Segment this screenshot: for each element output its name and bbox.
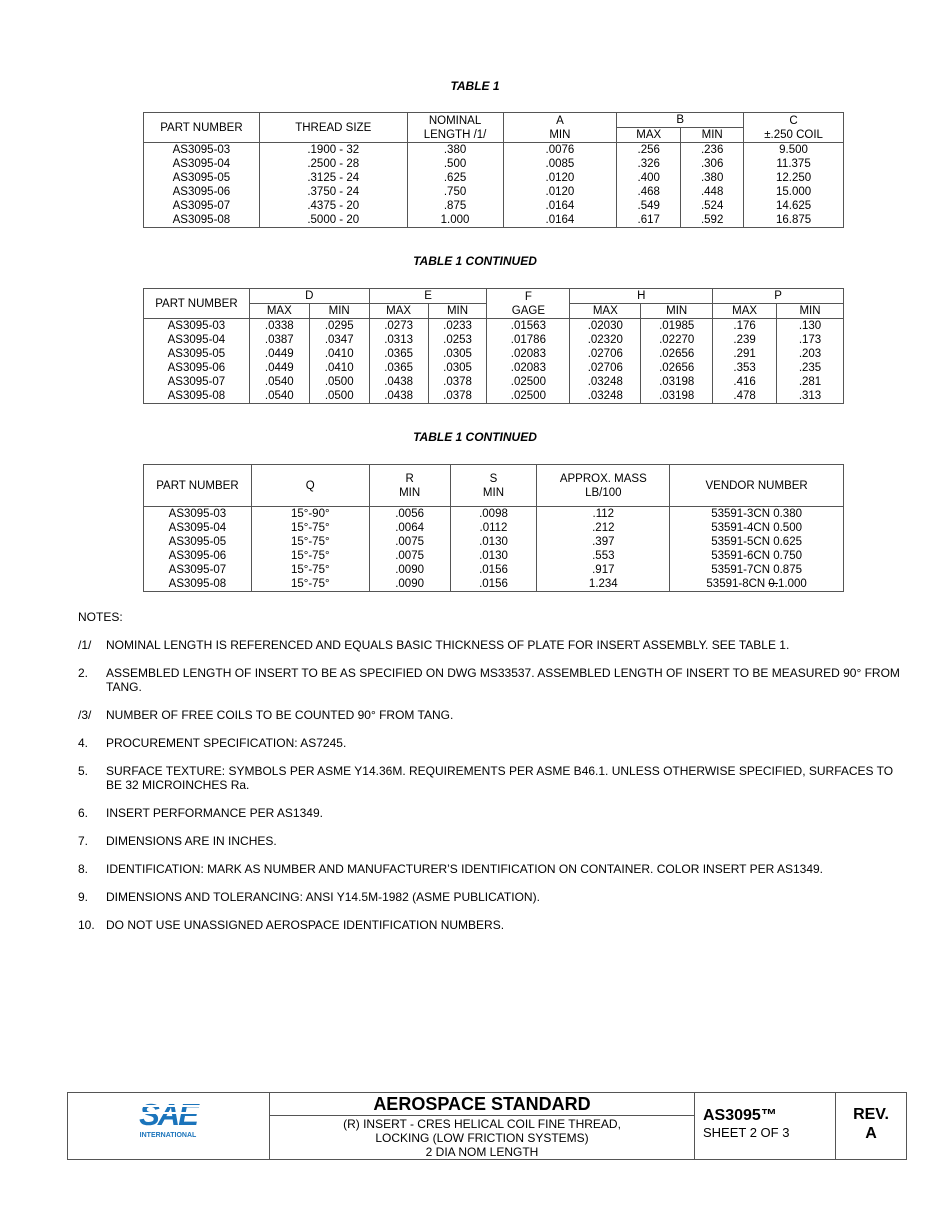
table-cell: 53591-3CN 0.380 bbox=[670, 507, 844, 522]
note-text: DIMENSIONS ARE IN INCHES. bbox=[106, 834, 277, 848]
table-cell: .0500 bbox=[309, 375, 369, 389]
table-cell: AS3095-06 bbox=[144, 185, 260, 199]
table-row bbox=[144, 319, 844, 334]
table-cell: .03198 bbox=[641, 389, 713, 404]
table-cell: .0313 bbox=[369, 333, 428, 347]
table-cell: AS3095-07 bbox=[144, 199, 260, 213]
table-cell: AS3095-08 bbox=[144, 577, 252, 592]
col-p-max: MAX bbox=[713, 304, 777, 319]
table3 bbox=[143, 464, 844, 592]
table-cell: .02083 bbox=[487, 347, 570, 361]
table-cell: 14.625 bbox=[744, 199, 844, 213]
table-cell: .5000 - 20 bbox=[259, 213, 407, 228]
col-h: H bbox=[570, 289, 713, 304]
table-cell: 16.875 bbox=[744, 213, 844, 228]
table-cell: .0130 bbox=[450, 535, 537, 549]
table-cell: .01786 bbox=[487, 333, 570, 347]
table-cell: AS3095-03 bbox=[144, 507, 252, 522]
col-d-min: MIN bbox=[309, 304, 369, 319]
logo-subtext: INTERNATIONAL bbox=[139, 1132, 197, 1139]
col-part-number: PART NUMBER bbox=[144, 465, 252, 507]
table-cell: .0338 bbox=[249, 319, 309, 334]
table-cell: .02656 bbox=[641, 347, 713, 361]
table-cell: 15.000 bbox=[744, 185, 844, 199]
note-text: IDENTIFICATION: MARK AS NUMBER AND MANUFACTURER’S IDENTIFICATION ON CONTAINER. COLOR INSERT PER AS1349. bbox=[106, 862, 823, 876]
table-cell: AS3095-08 bbox=[144, 389, 250, 404]
table-row bbox=[144, 199, 844, 213]
table-row bbox=[144, 143, 844, 158]
vendor-length: 1.000 bbox=[778, 578, 807, 590]
table-cell: .3125 - 24 bbox=[259, 171, 407, 185]
table-cell: .448 bbox=[681, 185, 744, 199]
note-text: DIMENSIONS AND TOLERANCING: ANSI Y14.5M-1982 (ASME PUBLICATION). bbox=[106, 890, 540, 904]
table2-title: TABLE 1 CONTINUED bbox=[413, 254, 537, 268]
table-cell: .0075 bbox=[369, 535, 450, 549]
table-cell: .0273 bbox=[369, 319, 428, 334]
note-number: 2. bbox=[78, 666, 89, 680]
table-row bbox=[144, 389, 844, 404]
table-cell: .0164 bbox=[503, 213, 617, 228]
note-text: NUMBER OF FREE COILS TO BE COUNTED 90° FROM TANG. bbox=[106, 708, 454, 722]
table-cell: 15°-75° bbox=[251, 563, 369, 577]
table-cell: .281 bbox=[777, 375, 844, 389]
col-h-max: MAX bbox=[570, 304, 641, 319]
table-cell: AS3095-04 bbox=[144, 333, 250, 347]
note-number: /3/ bbox=[78, 708, 92, 722]
table-cell: .0090 bbox=[369, 563, 450, 577]
col-b-min: MIN bbox=[681, 128, 744, 143]
table-cell: .0164 bbox=[503, 199, 617, 213]
col-nominal-length: NOMINAL LENGTH /1/ bbox=[407, 113, 503, 143]
table-cell: .0156 bbox=[450, 563, 537, 577]
table-cell: .4375 - 20 bbox=[259, 199, 407, 213]
table-cell: .0120 bbox=[503, 185, 617, 199]
note-item bbox=[78, 806, 908, 820]
table-cell: .500 bbox=[407, 157, 503, 171]
table-cell: .0540 bbox=[249, 389, 309, 404]
table-cell: .02706 bbox=[570, 347, 641, 361]
table-cell: .0449 bbox=[249, 347, 309, 361]
col-d: D bbox=[249, 289, 369, 304]
table-cell: AS3095-06 bbox=[144, 361, 250, 375]
table-cell: .02320 bbox=[570, 333, 641, 347]
table-cell: .212 bbox=[537, 521, 670, 535]
table-cell: .353 bbox=[713, 361, 777, 375]
note-number: 8. bbox=[78, 862, 89, 876]
note-text: PROCUREMENT SPECIFICATION: AS7245. bbox=[106, 736, 347, 750]
document-number: AS3095™ bbox=[703, 1107, 777, 1124]
table-cell: .397 bbox=[537, 535, 670, 549]
col-f: F GAGE bbox=[487, 289, 570, 319]
table-cell: AS3095-07 bbox=[144, 375, 250, 389]
table-cell: .1900 - 32 bbox=[259, 143, 407, 158]
table-cell: .02706 bbox=[570, 361, 641, 375]
table-row bbox=[144, 157, 844, 171]
col-e-max: MAX bbox=[369, 304, 428, 319]
table-row bbox=[144, 333, 844, 347]
table-cell: .0120 bbox=[503, 171, 617, 185]
table-cell: AS3095-07 bbox=[144, 563, 252, 577]
table-cell: 53591-7CN 0.875 bbox=[670, 563, 844, 577]
table-cell: AS3095-05 bbox=[144, 171, 260, 185]
standard-heading: AEROSPACE STANDARD bbox=[270, 1093, 694, 1116]
table-row bbox=[144, 563, 844, 577]
table-cell: .0449 bbox=[249, 361, 309, 375]
note-text: NOMINAL LENGTH IS REFERENCED AND EQUALS BASIC THICKNESS OF PLATE FOR INSERT ASSEMBLY. SEE TABLE 1. bbox=[106, 638, 790, 652]
table-cell: .03248 bbox=[570, 375, 641, 389]
title-block bbox=[67, 1092, 907, 1160]
table-cell: .0438 bbox=[369, 375, 428, 389]
note-item bbox=[78, 736, 908, 750]
table-cell: AS3095-05 bbox=[144, 535, 252, 549]
table3-title: TABLE 1 CONTINUED bbox=[413, 430, 537, 444]
table-row bbox=[144, 347, 844, 361]
table-cell: .592 bbox=[681, 213, 744, 228]
col-c: C ±.250 COIL bbox=[744, 113, 844, 143]
table-cell: .01563 bbox=[487, 319, 570, 334]
table-cell: AS3095-03 bbox=[144, 143, 260, 158]
note-text: DO NOT USE UNASSIGNED AEROSPACE IDENTIFICATION NUMBERS. bbox=[106, 918, 505, 932]
revision: REV. A bbox=[853, 1106, 889, 1142]
table-row bbox=[144, 521, 844, 535]
col-b-max: MAX bbox=[617, 128, 681, 143]
table-cell: .0076 bbox=[503, 143, 617, 158]
logo-text: SAE bbox=[139, 1097, 197, 1132]
col-p-min: MIN bbox=[777, 304, 844, 319]
note-text: SURFACE TEXTURE: SYMBOLS PER ASME Y14.36M. REQUIREMENTS PER ASME B46.1. UNLESS OTHERWISE SPECIFIED, SURFACES TO BE 32 MICROINCHES Ra. bbox=[106, 764, 894, 792]
table-cell: .176 bbox=[713, 319, 777, 334]
table-cell: .0056 bbox=[369, 507, 450, 522]
table-cell: 15°-75° bbox=[251, 535, 369, 549]
table-cell: .0253 bbox=[428, 333, 487, 347]
table1 bbox=[143, 112, 844, 228]
note-item bbox=[78, 834, 908, 848]
table-cell: .0090 bbox=[369, 577, 450, 592]
table-cell: .0233 bbox=[428, 319, 487, 334]
table-cell: .380 bbox=[681, 171, 744, 185]
col-a: A MIN bbox=[503, 113, 617, 143]
table-cell: .02083 bbox=[487, 361, 570, 375]
table-row bbox=[144, 577, 844, 592]
table-cell: .03248 bbox=[570, 389, 641, 404]
col-s: S MIN bbox=[450, 465, 537, 507]
note-item bbox=[78, 638, 908, 652]
note-item bbox=[78, 890, 908, 904]
table-cell: .203 bbox=[777, 347, 844, 361]
table-cell: 53591-6CN 0.750 bbox=[670, 549, 844, 563]
table-cell: .553 bbox=[537, 549, 670, 563]
table-cell: .625 bbox=[407, 171, 503, 185]
table-cell: .3750 - 24 bbox=[259, 185, 407, 199]
table-cell: 1.234 bbox=[537, 577, 670, 592]
table-cell: .0438 bbox=[369, 389, 428, 404]
table-row bbox=[144, 375, 844, 389]
table-cell: .0540 bbox=[249, 375, 309, 389]
note-item bbox=[78, 708, 908, 722]
table-cell: 15°-90° bbox=[251, 507, 369, 522]
note-number: /1/ bbox=[78, 638, 92, 652]
notes bbox=[78, 610, 908, 946]
col-part-number: PART NUMBER bbox=[144, 289, 250, 319]
note-item bbox=[78, 862, 908, 876]
table-cell: 11.375 bbox=[744, 157, 844, 171]
table-cell: AS3095-08 bbox=[144, 213, 260, 228]
col-part-number: PART NUMBER bbox=[144, 113, 260, 143]
col-e: E bbox=[369, 289, 487, 304]
table-cell: .0075 bbox=[369, 549, 450, 563]
table2 bbox=[143, 288, 844, 404]
table-row bbox=[144, 213, 844, 228]
note-number: 5. bbox=[78, 764, 89, 778]
table-cell: 15°-75° bbox=[251, 549, 369, 563]
table-cell: .235 bbox=[777, 361, 844, 375]
table-cell: .256 bbox=[617, 143, 681, 158]
table-cell: .0098 bbox=[450, 507, 537, 522]
table-cell: .468 bbox=[617, 185, 681, 199]
note-number: 9. bbox=[78, 890, 89, 904]
col-r: R MIN bbox=[369, 465, 450, 507]
table-row bbox=[144, 535, 844, 549]
table-cell: .0295 bbox=[309, 319, 369, 334]
table-cell: .0378 bbox=[428, 389, 487, 404]
part-description: (R) INSERT - CRES HELICAL COIL FINE THREAD, LOCKING (LOW FRICTION SYSTEMS) 2 DIA NOM LENGTH bbox=[343, 1117, 621, 1159]
table-cell: .313 bbox=[777, 389, 844, 404]
table-row bbox=[144, 549, 844, 563]
table-cell: 53591-8CN 0.1.000 bbox=[670, 577, 844, 592]
table-cell: .02500 bbox=[487, 375, 570, 389]
table-cell: .478 bbox=[713, 389, 777, 404]
table-cell: .02270 bbox=[641, 333, 713, 347]
table-cell: .0500 bbox=[309, 389, 369, 404]
table-row bbox=[144, 171, 844, 185]
table-cell: .524 bbox=[681, 199, 744, 213]
table-cell: .326 bbox=[617, 157, 681, 171]
col-mass: APPROX. MASS LB/100 bbox=[537, 465, 670, 507]
table-cell: .0387 bbox=[249, 333, 309, 347]
table-cell: AS3095-04 bbox=[144, 521, 252, 535]
sae-logo bbox=[68, 1093, 270, 1159]
table-cell: .02030 bbox=[570, 319, 641, 334]
col-b: B bbox=[617, 113, 744, 128]
table-row bbox=[144, 361, 844, 375]
table-cell: .416 bbox=[713, 375, 777, 389]
table-cell: .03198 bbox=[641, 375, 713, 389]
table-cell: .875 bbox=[407, 199, 503, 213]
table-cell: .02656 bbox=[641, 361, 713, 375]
table-cell: 9.500 bbox=[744, 143, 844, 158]
struck-text: 0. bbox=[768, 578, 779, 590]
table-cell: .0365 bbox=[369, 361, 428, 375]
table-cell: .549 bbox=[617, 199, 681, 213]
table-cell: .0130 bbox=[450, 549, 537, 563]
note-item bbox=[78, 764, 908, 792]
table-cell: .291 bbox=[713, 347, 777, 361]
table-cell: .239 bbox=[713, 333, 777, 347]
note-number: 7. bbox=[78, 834, 89, 848]
note-item bbox=[78, 918, 908, 932]
table-cell: .01985 bbox=[641, 319, 713, 334]
table-cell: .173 bbox=[777, 333, 844, 347]
note-text: INSERT PERFORMANCE PER AS1349. bbox=[106, 806, 323, 820]
table-cell: 1.000 bbox=[407, 213, 503, 228]
sheet-number: SHEET 2 OF 3 bbox=[703, 1125, 790, 1140]
table-cell: 12.250 bbox=[744, 171, 844, 185]
table-cell: .130 bbox=[777, 319, 844, 334]
table-cell: .617 bbox=[617, 213, 681, 228]
table-cell: .0305 bbox=[428, 361, 487, 375]
table-cell: .0085 bbox=[503, 157, 617, 171]
table-cell: .0064 bbox=[369, 521, 450, 535]
table-cell: .0112 bbox=[450, 521, 537, 535]
table-cell: .0305 bbox=[428, 347, 487, 361]
col-d-max: MAX bbox=[249, 304, 309, 319]
col-vendor: VENDOR NUMBER bbox=[670, 465, 844, 507]
note-number: 10. bbox=[78, 918, 95, 932]
table-cell: .0347 bbox=[309, 333, 369, 347]
col-p: P bbox=[713, 289, 844, 304]
note-text: ASSEMBLED LENGTH OF INSERT TO BE AS SPECIFIED ON DWG MS33537. ASSEMBLED LENGTH OF INSERT TO BE MEASURED 90° FROM TANG. bbox=[106, 666, 900, 694]
table-cell: AS3095-05 bbox=[144, 347, 250, 361]
notes-header: NOTES: bbox=[78, 610, 123, 624]
col-e-min: MIN bbox=[428, 304, 487, 319]
table-cell: .236 bbox=[681, 143, 744, 158]
table-cell: .0410 bbox=[309, 347, 369, 361]
table-cell: .0365 bbox=[369, 347, 428, 361]
note-item bbox=[78, 666, 908, 694]
table-cell: .917 bbox=[537, 563, 670, 577]
table-cell: .112 bbox=[537, 507, 670, 522]
table-cell: .0410 bbox=[309, 361, 369, 375]
table-cell: AS3095-03 bbox=[144, 319, 250, 334]
table-cell: AS3095-04 bbox=[144, 157, 260, 171]
table-cell: .380 bbox=[407, 143, 503, 158]
note-number: 6. bbox=[78, 806, 89, 820]
table-cell: 15°-75° bbox=[251, 577, 369, 592]
col-thread-size: THREAD SIZE bbox=[259, 113, 407, 143]
col-q: Q bbox=[251, 465, 369, 507]
table-cell: .750 bbox=[407, 185, 503, 199]
table-cell: .400 bbox=[617, 171, 681, 185]
table-cell: 53591-5CN 0.625 bbox=[670, 535, 844, 549]
table1-title: TABLE 1 bbox=[450, 79, 500, 93]
note-number: 4. bbox=[78, 736, 89, 750]
col-h-min: MIN bbox=[641, 304, 713, 319]
table-cell: 53591-4CN 0.500 bbox=[670, 521, 844, 535]
table-cell: .0378 bbox=[428, 375, 487, 389]
table-cell: .02500 bbox=[487, 389, 570, 404]
table-cell: .2500 - 28 bbox=[259, 157, 407, 171]
table-row bbox=[144, 507, 844, 522]
table-cell: .0156 bbox=[450, 577, 537, 592]
table-row bbox=[144, 185, 844, 199]
table-cell: .306 bbox=[681, 157, 744, 171]
table-cell: 15°-75° bbox=[251, 521, 369, 535]
table-cell: AS3095-06 bbox=[144, 549, 252, 563]
